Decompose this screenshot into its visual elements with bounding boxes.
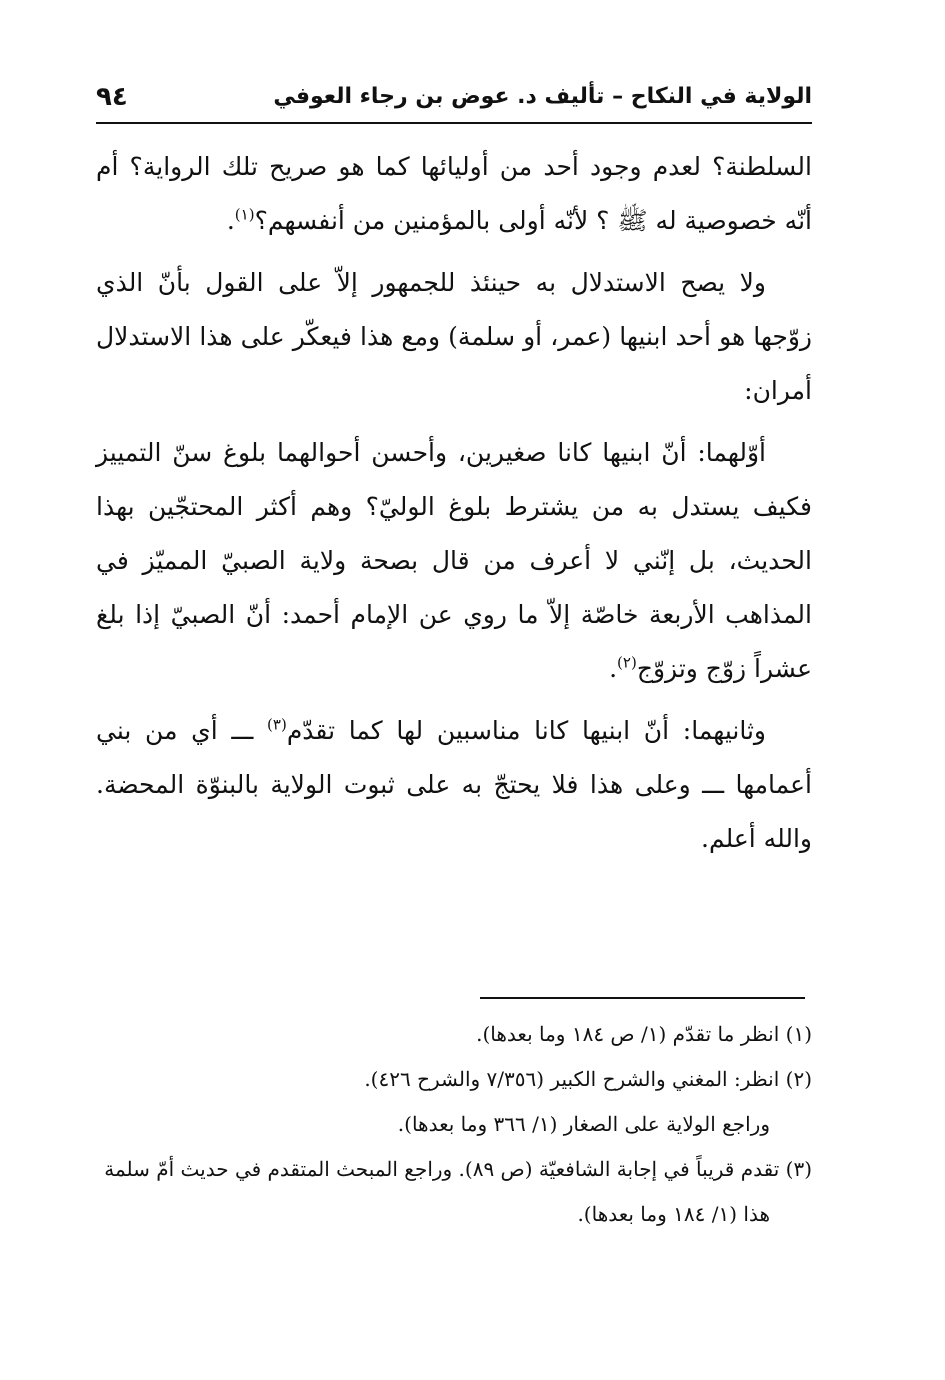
paragraph-1-text: السلطنة؟ لعدم وجود أحد من أوليائها كما هو صريح تلك الرواية؟ أم أنّه خصوصية له ﷺ ؟ لأنّه أولى بالمؤمنين من أنفسهم؟	[96, 152, 812, 235]
paragraph-4-text-b: ـــ أي من بني أعمامها ـــ وعلى هذا فلا يحتجّ به على ثبوت الولاية بالبنوّة المحضة. والله أعلم.	[96, 716, 812, 853]
footnotes	[96, 1012, 812, 1237]
paragraph-3-text: أوّلهما: أنّ ابنيها كانا صغيرين، وأحسن أحوالهما بلوغ سنّ التمييز فكيف يستدل به من يشترط بلوغ الوليّ؟ وهم أكثر المحتجّين بهذا الحديث، بل إنّني لا أعرف من قال بصحة ولاية الصبيّ المميّز في المذاهب الأربعة خاصّة إلاّ ما روي عن الإمام أحمد: أنّ الصبيّ إذا بلغ عشراً زوّج وتزوّج	[96, 438, 812, 683]
footnote-2-continuation: وراجع الولاية على الصغار (١/ ٣٦٦ وما بعدها).	[397, 1112, 770, 1136]
footnote-2: (٢) انظر: المغني والشرح الكبير (٧/٣٥٦ والشرح ٤٢٦).	[364, 1067, 812, 1091]
footnote-ref-1: (١)	[234, 205, 255, 224]
footnote-3-continuation: هذا (١/ ١٨٤ وما بعدها).	[577, 1202, 770, 1226]
paragraph-1	[96, 140, 812, 248]
main-text	[96, 140, 812, 874]
footnote-ref-2: (٢)	[617, 653, 637, 672]
paragraph-4-text-a: وثانيهما: أنّ ابنيها كانا مناسبين لها كما تقدّم	[286, 716, 766, 745]
paragraph-3	[96, 426, 812, 696]
footnote-ref-3: (٣)	[267, 715, 287, 734]
header-title: الولاية في النكاح – تأليف د. عوض بن رجاء العوفي	[273, 84, 812, 109]
paragraph-4	[96, 704, 812, 866]
header-rule	[96, 122, 812, 124]
paragraph-3-end: .	[609, 654, 618, 683]
page-number: ٩٤	[96, 82, 128, 112]
footnote-1: (١) انظر ما تقدّم (١/ ص ١٨٤ وما بعدها).	[476, 1022, 812, 1046]
paragraph-2: ولا يصح الاستدلال به حينئذ للجمهور إلاّ على القول بأنّ الذي زوّجها هو أحد ابنيها (عمر، أو سلمة) ومع هذا فيعكّر على هذا الاستدلال أمران:	[96, 268, 812, 405]
paragraph-1-end: .	[226, 206, 235, 235]
footnote-3: (٣) تقدم قريباً في إجابة الشافعيّة (ص ٨٩). وراجع المبحث المتقدم في حديث أمّ سلمة	[104, 1157, 812, 1181]
running-header	[96, 82, 812, 122]
footnote-separator	[480, 997, 805, 999]
